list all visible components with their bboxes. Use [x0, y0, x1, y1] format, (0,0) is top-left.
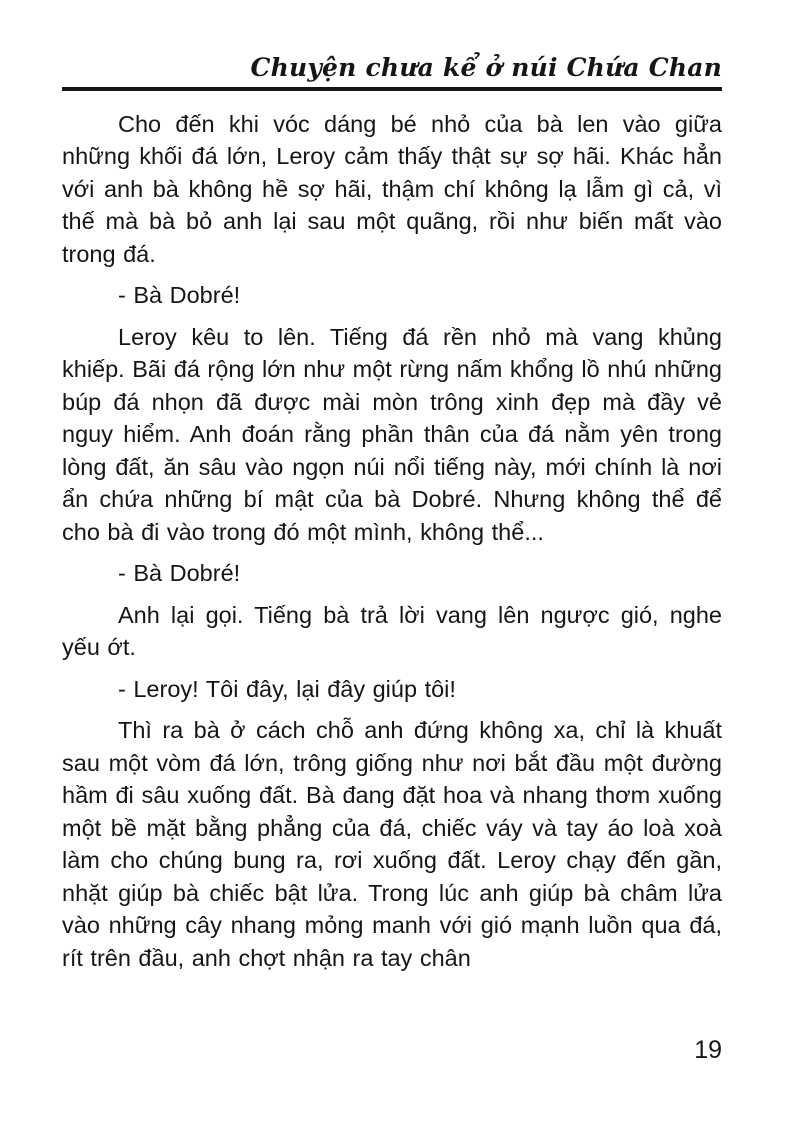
text-block	[62, 0, 722, 983]
dialogue-line: - Bà Dobré!	[118, 560, 241, 586]
page-content	[62, 108, 722, 975]
body-paragraph: Anh lại gọi. Tiếng bà trả lời vang lên ngược gió, nghe yếu ớt.	[62, 601, 722, 660]
body-paragraph: Cho đến khi vóc dáng bé nhỏ của bà len vào giữa những khối đá lớn, Leroy cảm thấy thật sự sợ hãi. Khác hẳn với anh bà không hề sợ hãi, thậm chí không lạ lẫm gì cả, vì thế mà bà bỏ anh lại sau một quãng, rồi như biến mất vào trong đá.	[62, 110, 722, 267]
dialogue-line: - Bà Dobré!	[118, 282, 241, 308]
dialogue-line: - Leroy! Tôi đây, lại đây giúp tôi!	[118, 675, 456, 702]
running-header	[62, 0, 722, 91]
body-paragraph: Thì ra bà ở cách chỗ anh đứng không xa, chỉ là khuất sau một vòm đá lớn, trông giống như nơi bắt đầu một đường hầm đi sâu xuống đất. Bà đang đặt hoa và nhang thơm xuống một bề mặt bằng phẳng của đá, chiếc váy và tay áo loà xoà làm cho chúng bung ra, rơi xuống đất. Leroy chạy đến gần, nhặt giúp bà chiếc bật lửa. Trong lúc anh giúp bà châm lửa vào những cây nhang mỏng manh với gió mạnh luồn qua đá, rít trên đầu, anh chợt nhận ra tay chân	[62, 717, 722, 971]
running-title: Chuyện chưa kể ở núi Chứa Chan	[250, 53, 722, 82]
page-number: 19	[694, 1036, 722, 1064]
body-paragraph: Leroy kêu to lên. Tiếng đá rền nhỏ mà vang khủng khiếp. Bãi đá rộng lớn như một rừng nấm khổng lồ nhú những búp đá nhọn đã được mài mòn trông xinh đẹp mà đầy vẻ nguy hiểm. Anh đoán rằng phần thân của đá nằm yên trong lòng đất, ăn sâu vào ngọn núi nổi tiếng này, mới chính là nơi ẩn chứa những bí mật của bà Dobré. Nhưng không thể để cho bà đi vào trong đó một mình, không thể...	[62, 323, 722, 545]
